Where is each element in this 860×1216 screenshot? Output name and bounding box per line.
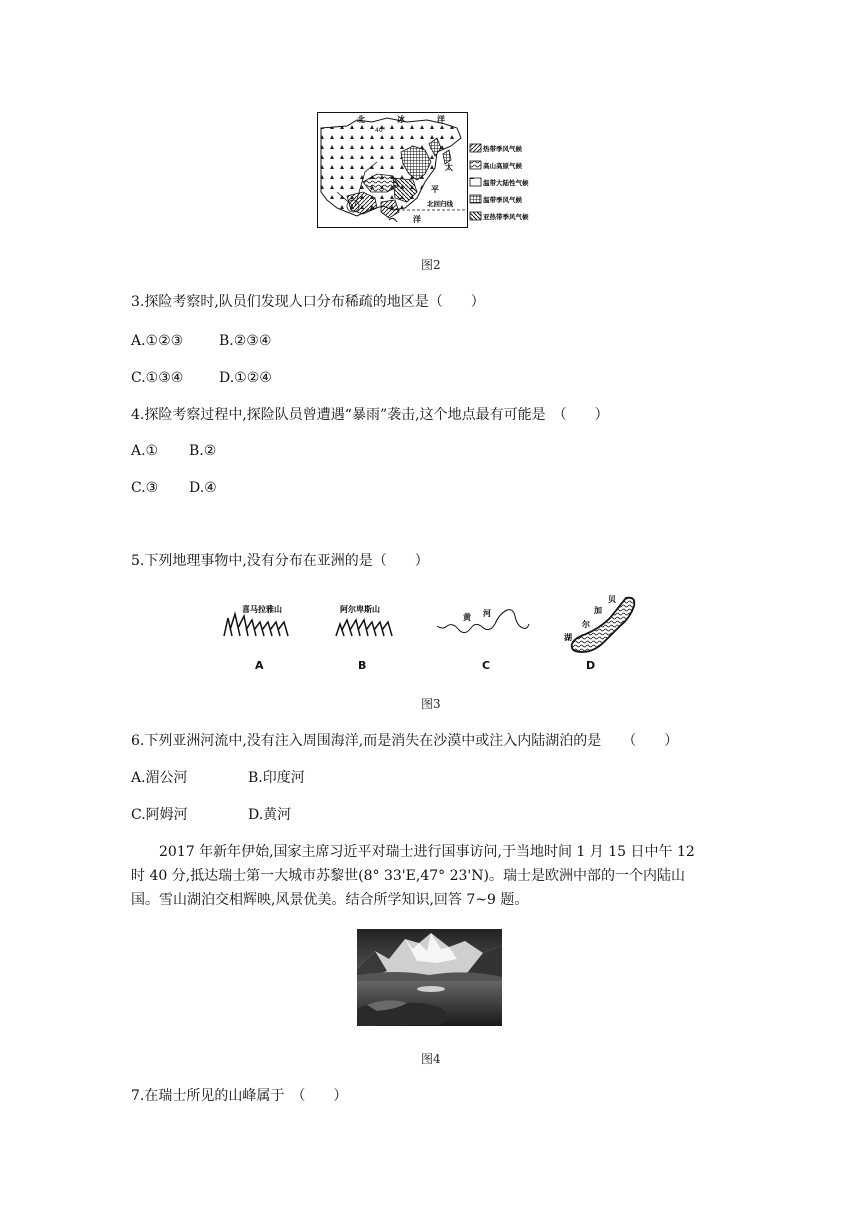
yellow-river-label-1: 黄 xyxy=(463,613,471,622)
figure4-photo xyxy=(357,929,502,1026)
question-7: 7.在瑞士所见的山峰属于 （ ） xyxy=(131,1088,348,1104)
figure3-option-b-image[interactable] xyxy=(332,600,406,638)
q4-option-a[interactable]: A.① xyxy=(131,443,159,459)
question-5: 5.下列地理事物中,没有分布在亚洲的是（ ） xyxy=(131,553,429,569)
baikal-label-2: 加 xyxy=(594,606,602,615)
figure2-map xyxy=(317,112,549,230)
q6-option-d[interactable]: D.黄河 xyxy=(248,807,292,823)
q6-options-row1 xyxy=(131,769,305,787)
figure2-caption: 图2 xyxy=(421,258,441,272)
figure3-caption: 图3 xyxy=(421,697,441,711)
label-tropic: 北回归线 xyxy=(427,200,453,208)
baikal-label-4: 湖 xyxy=(564,633,572,642)
figure3-letter-d: D xyxy=(586,659,596,672)
yellow-river-label-2: 河 xyxy=(483,609,491,618)
baikal-label-1: 贝 xyxy=(608,595,616,604)
legend-item: 温带季风气候 xyxy=(483,196,522,204)
q4-options-row2 xyxy=(131,479,217,497)
figure3-option-d-image[interactable] xyxy=(556,592,640,656)
q3-option-a[interactable]: A.①②③ xyxy=(131,333,184,349)
question-3: 3.探险考察时,队员们发现人口分布稀疏的地区是（ ） xyxy=(131,294,485,310)
alps-label: 阿尔卑斯山 xyxy=(340,605,380,614)
figure3-option-a-image[interactable] xyxy=(222,600,296,638)
figure4-caption: 图4 xyxy=(421,1052,441,1066)
question-4: 4.探险考察过程中,探险队员曾遭遇“暴雨”袭击,这个地点最有可能是 （ ） xyxy=(131,407,609,423)
q4-option-b[interactable]: B.② xyxy=(189,443,217,459)
q3-option-b[interactable]: B.②③④ xyxy=(219,333,272,349)
figure3-letter-c: C xyxy=(482,659,491,672)
legend-item: 热带季风气候 xyxy=(483,145,522,153)
passage-line-2: 时 40 分,抵达瑞士第一大城市苏黎世(8° 33'E,47° 23'N)。瑞士是欧洲中部的一个内陆山 xyxy=(131,868,685,884)
passage-line-3: 国。雪山湖泊交相辉映,风景优美。结合所学知识,回答 7~9 题。 xyxy=(131,892,529,908)
label-pacific-3: 洋 xyxy=(413,215,421,224)
label-pacific-1: 太 xyxy=(445,163,453,172)
question-6: 6.下列亚洲河流中,没有注入周围海洋,而是消失在沙漠中或注入内陆湖泊的是 （ ） xyxy=(131,733,679,749)
q3-options-row2 xyxy=(131,369,272,387)
label-ocean: 洋 xyxy=(437,115,445,124)
figure3-letter-a: A xyxy=(255,659,264,672)
q6-options-row2 xyxy=(131,806,291,824)
figure3-letter-b: B xyxy=(358,659,367,672)
legend-item: 亚热带季风气候 xyxy=(483,213,529,221)
label-lat: 40° xyxy=(375,127,386,134)
q6-option-a[interactable]: A.湄公河 xyxy=(131,770,188,786)
q4-options-row1 xyxy=(131,442,216,460)
label-north: 北 xyxy=(357,115,365,124)
label-pacific-2: 平 xyxy=(431,185,439,194)
himalaya-label: 喜马拉雅山 xyxy=(242,605,282,614)
baikal-label-3: 尔 xyxy=(582,620,590,629)
q3-options-row1 xyxy=(131,332,271,350)
map-legend xyxy=(470,144,529,221)
q3-option-d[interactable]: D.①②④ xyxy=(219,370,272,386)
q6-option-b[interactable]: B.印度河 xyxy=(248,770,305,786)
q3-option-c[interactable]: C.①③④ xyxy=(131,370,184,386)
figure3-option-c-image[interactable] xyxy=(435,600,531,644)
q4-option-d[interactable]: D.④ xyxy=(189,480,217,496)
legend-item: 高山高原气候 xyxy=(483,162,522,170)
legend-item: 温带大陆性气候 xyxy=(483,179,529,187)
passage-line-1: 2017 年新年伊始,国家主席习近平对瑞士进行国事访问,于当地时间 1 月 15 日中午 12 xyxy=(159,844,695,860)
q6-option-c[interactable]: C.阿姆河 xyxy=(131,807,188,823)
q4-option-c[interactable]: C.③ xyxy=(131,480,159,496)
label-ice: 冰 xyxy=(397,115,405,124)
